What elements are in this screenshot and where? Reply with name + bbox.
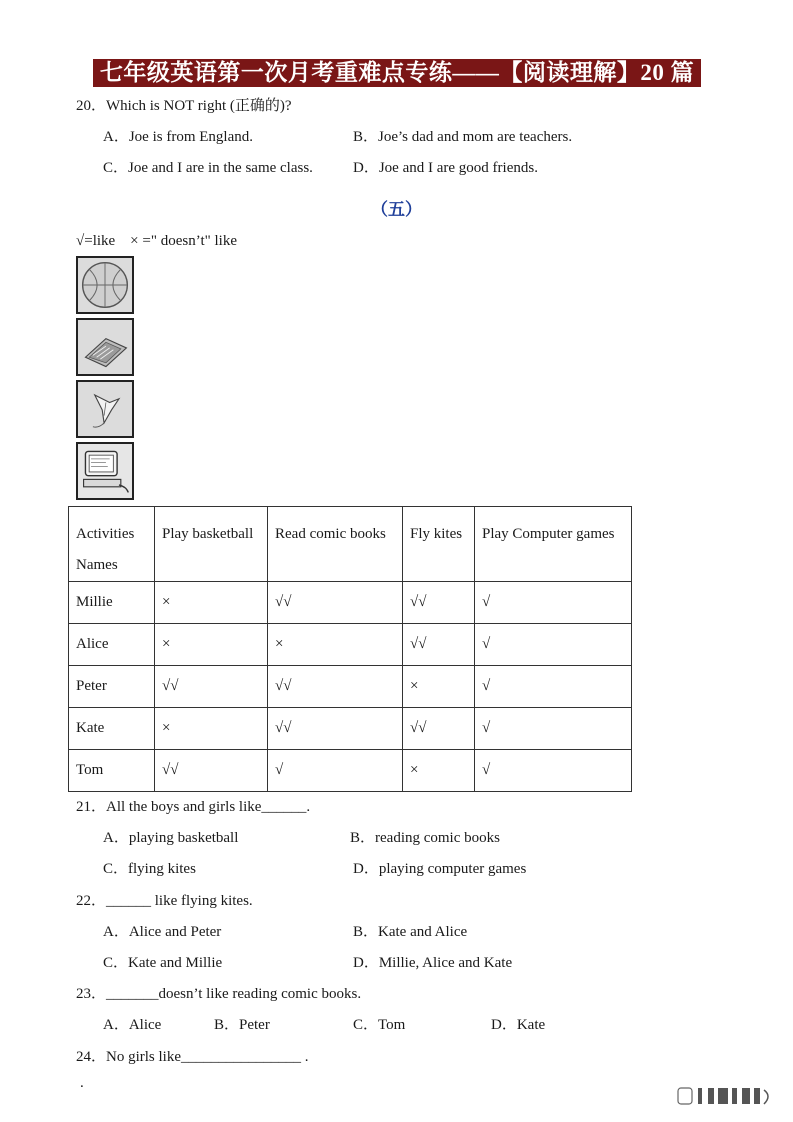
header-play-computer-games: Play Computer games: [475, 507, 632, 582]
comic-book-icon: [76, 318, 134, 376]
page-mark-icon: [676, 1084, 776, 1108]
table-row: [69, 582, 632, 624]
cell-play-basketball: ×: [155, 624, 268, 666]
header-play-basketball: Play basketball: [155, 507, 268, 582]
cell-fly-kites: ×: [403, 750, 475, 792]
question-22-option-c: C．Kate and Millie: [103, 955, 223, 971]
question-20-stem: 20．Which is NOT right (正确的)?: [76, 98, 292, 114]
cell-play-basketball: √√: [155, 750, 268, 792]
cell-fly-kites: ×: [403, 666, 475, 708]
question-23-option-a: A．Alice: [103, 1017, 162, 1033]
question-21-option-c: C．flying kites: [103, 861, 196, 877]
cell-read-comic-books: √√: [268, 582, 403, 624]
row-name: Millie: [69, 582, 155, 624]
question-24-trail: .: [80, 1075, 84, 1091]
table-row: [69, 624, 632, 666]
header-cell-activities-names: [69, 507, 155, 582]
header-activities: Activities: [76, 526, 135, 542]
question-23-stem: 23．_______doesn’t like reading comic books.: [76, 986, 362, 1002]
cell-read-comic-books: √√: [268, 666, 403, 708]
question-22-option-d: D．Millie, Alice and Kate: [353, 955, 513, 971]
kite-icon: [76, 380, 134, 438]
question-23-option-c: C．Tom: [353, 1017, 406, 1033]
cell-play-computer-games: √: [475, 750, 632, 792]
question-20-option-b: B．Joe’s dad and mom are teachers.: [353, 129, 573, 145]
question-21-option-a: A．playing basketball: [103, 830, 239, 846]
header-fly-kites: Fly kites: [403, 507, 475, 582]
question-20-option-a: A．Joe is from England.: [103, 129, 253, 145]
cell-read-comic-books: √: [268, 750, 403, 792]
cell-play-computer-games: √: [475, 624, 632, 666]
row-name: Alice: [69, 624, 155, 666]
question-20-option-d: D．Joe and I are good friends.: [353, 160, 538, 176]
question-20-option-c: C．Joe and I are in the same class.: [103, 160, 313, 176]
question-21-option-d: D．playing computer games: [353, 861, 527, 877]
cell-fly-kites: √√: [403, 624, 475, 666]
page-title: 七年级英语第一次月考重难点专练——【阅读理解】20 篇: [93, 59, 701, 87]
row-name: Tom: [69, 750, 155, 792]
question-22-option-a: A．Alice and Peter: [103, 924, 222, 940]
cell-read-comic-books: √√: [268, 708, 403, 750]
cell-play-basketball: √√: [155, 666, 268, 708]
question-22-stem: 22．______ like flying kites.: [76, 893, 253, 909]
cell-fly-kites: √√: [403, 582, 475, 624]
cell-fly-kites: √√: [403, 708, 475, 750]
table-row: [69, 666, 632, 708]
cell-play-basketball: ×: [155, 582, 268, 624]
question-23-option-b: B．Peter: [214, 1017, 270, 1033]
row-name: Kate: [69, 708, 155, 750]
cell-read-comic-books: ×: [268, 624, 403, 666]
legend-text: √=like × =" doesn’t" like: [76, 233, 237, 249]
activity-table: [68, 506, 632, 792]
basketball-icon: [76, 256, 134, 314]
header-names: Names: [76, 557, 118, 573]
table-header-row: [69, 507, 632, 582]
table-row: [69, 750, 632, 792]
cell-play-basketball: ×: [155, 708, 268, 750]
cell-play-computer-games: √: [475, 666, 632, 708]
section-heading: （五）: [371, 200, 422, 220]
question-21-option-b: B．reading comic books: [350, 830, 500, 846]
question-23-option-d: D．Kate: [491, 1017, 546, 1033]
question-21-stem: 21．All the boys and girls like______.: [76, 799, 311, 815]
computer-icon: [76, 442, 134, 500]
question-24-stem: 24．No girls like________________ .: [76, 1049, 309, 1065]
cell-play-computer-games: √: [475, 582, 632, 624]
row-name: Peter: [69, 666, 155, 708]
header-read-comic-books: Read comic books: [268, 507, 403, 582]
cell-play-computer-games: √: [475, 708, 632, 750]
table-row: [69, 708, 632, 750]
question-22-option-b: B．Kate and Alice: [353, 924, 468, 940]
